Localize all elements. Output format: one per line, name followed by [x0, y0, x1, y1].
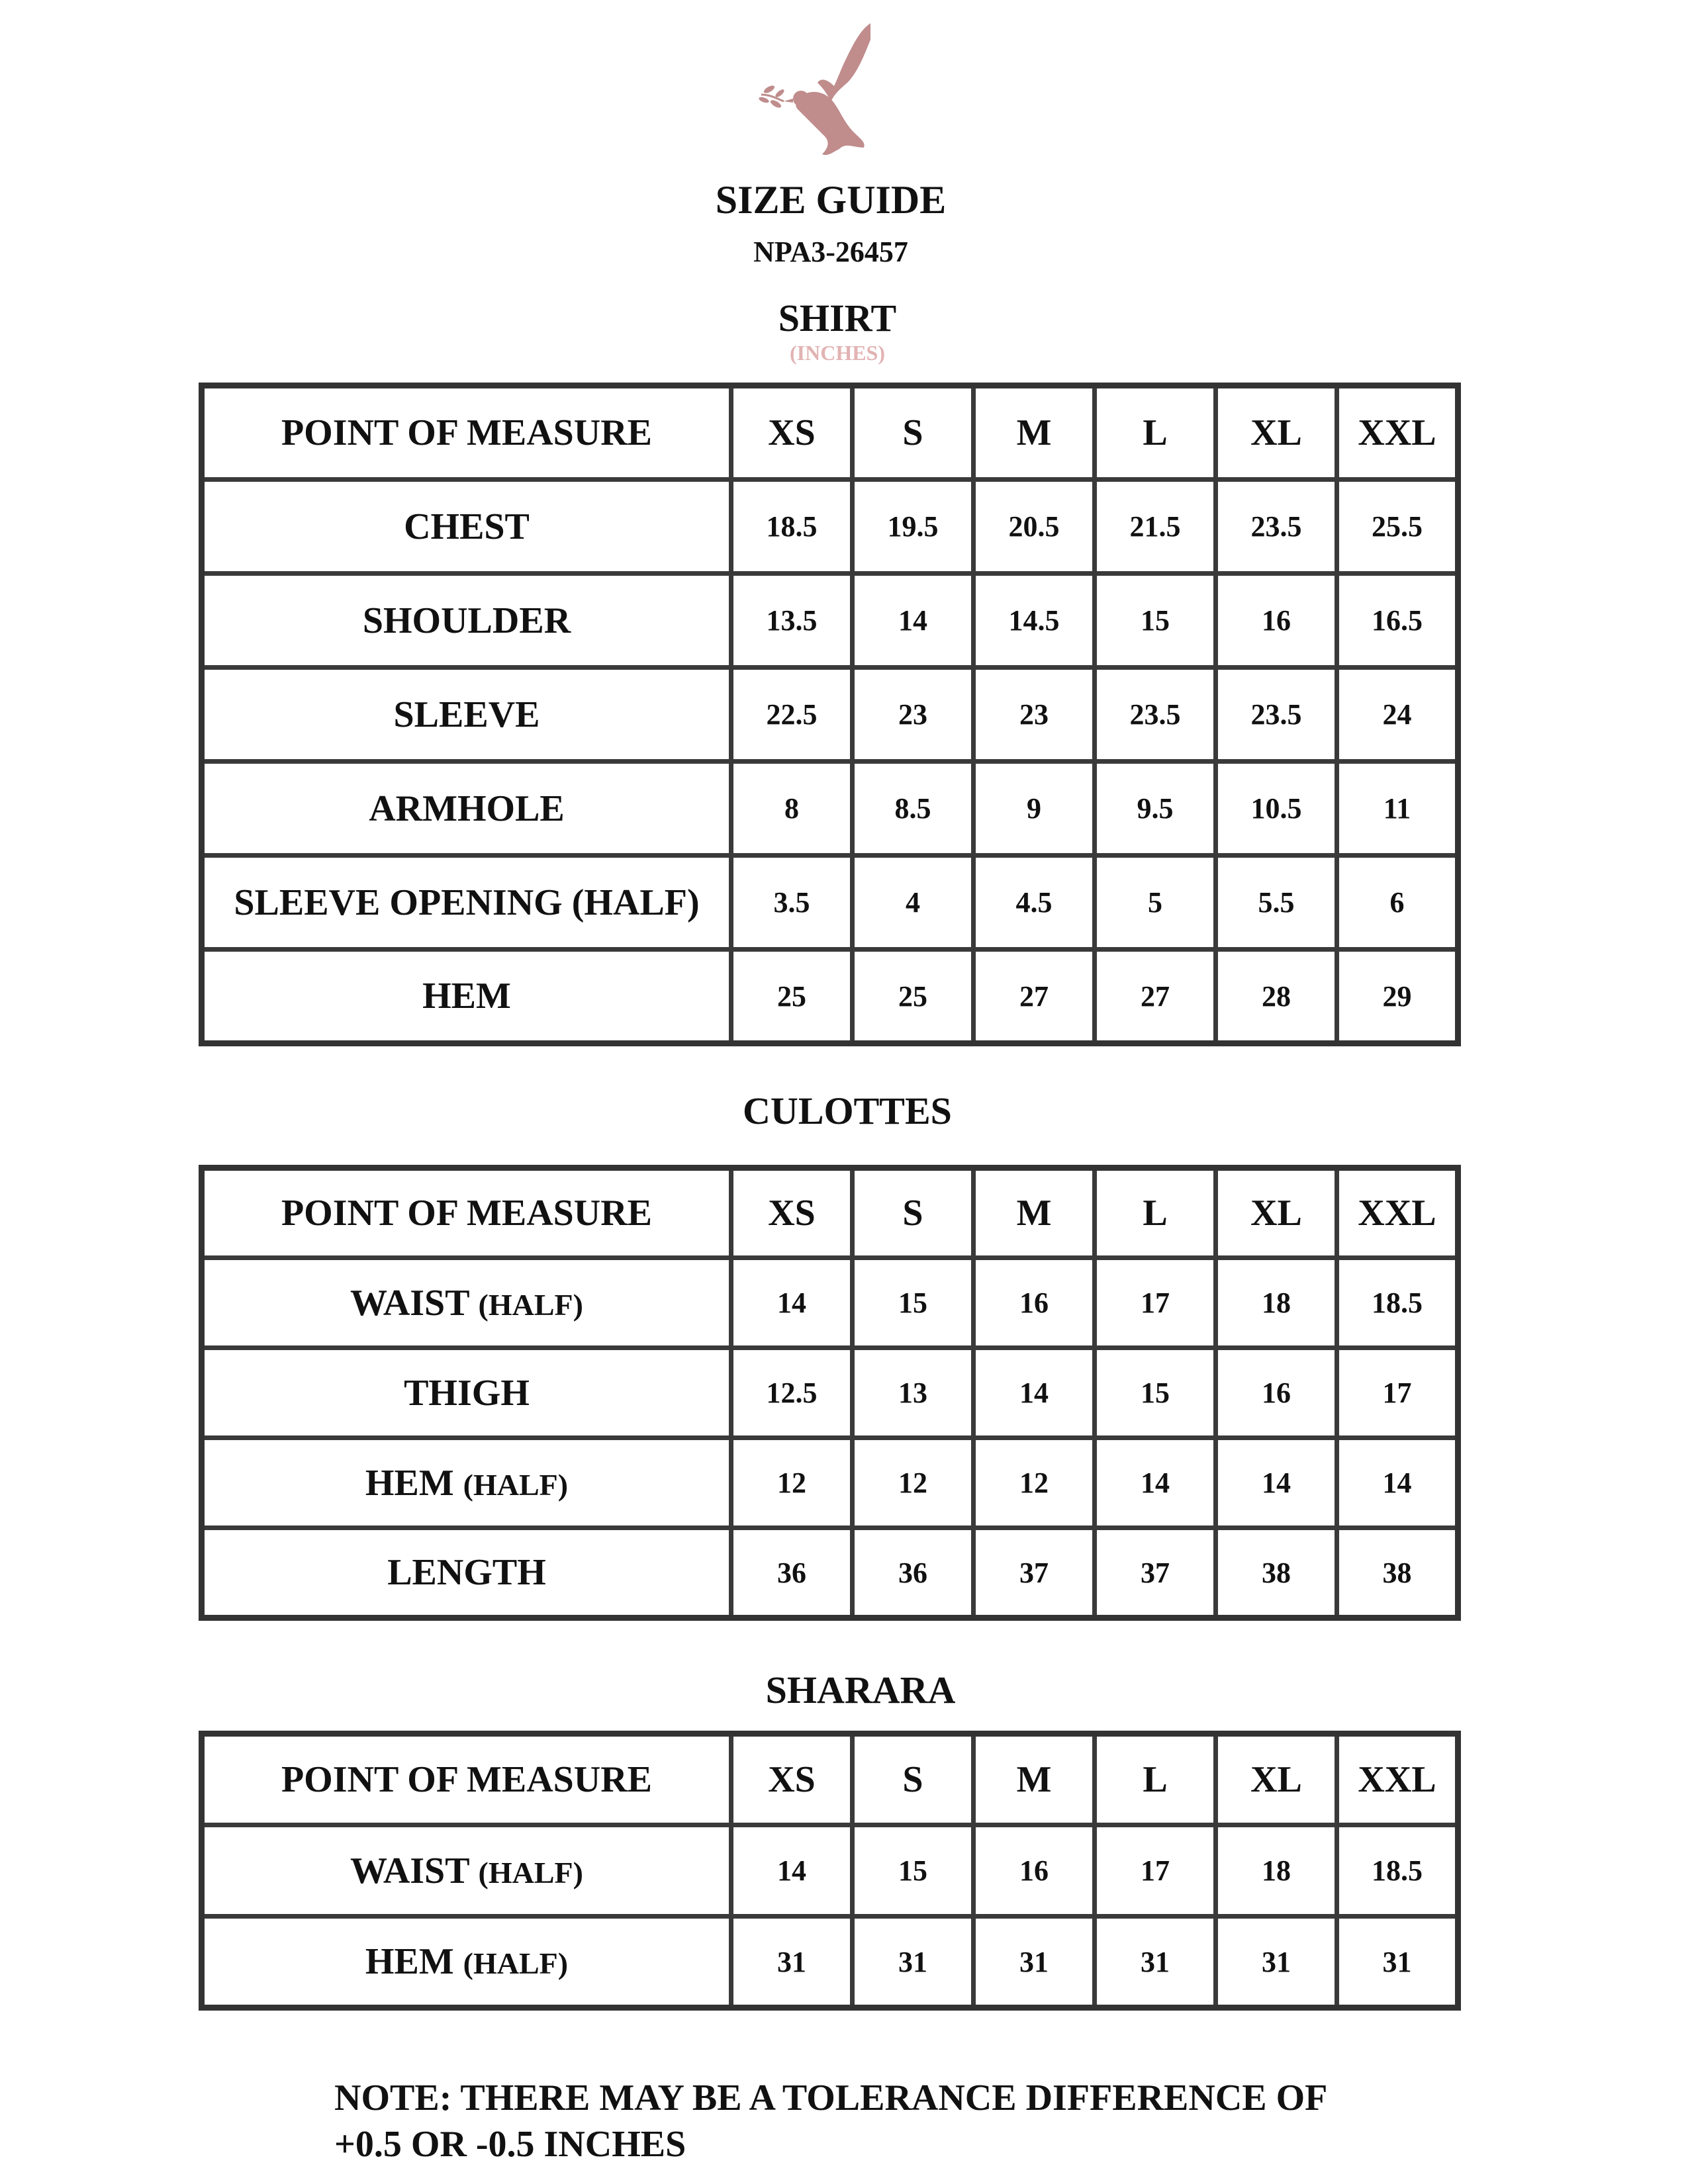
sharara-section-title: SHARARA: [765, 1668, 956, 1711]
measure-label: [202, 668, 731, 762]
measure-value: 5: [1095, 856, 1216, 950]
measure-value: 23.5: [1216, 668, 1337, 762]
table-row: [202, 762, 1458, 856]
measure-value: 13: [853, 1348, 974, 1438]
measure-name: LENGTH: [387, 1552, 546, 1593]
measure-value: 31: [731, 1917, 853, 2008]
table-header-row: [202, 386, 1458, 480]
sharara-table-body: [202, 1734, 1458, 2008]
measure-value: 31: [1095, 1917, 1216, 2008]
table-header-row: [202, 1734, 1458, 1825]
column-header-size: S: [853, 386, 974, 480]
measure-value: 14.5: [974, 574, 1095, 668]
measure-name: SHOULDER: [362, 600, 571, 641]
measure-value: 18.5: [731, 480, 853, 574]
measure-label: [202, 1258, 731, 1348]
measure-value: 31: [853, 1917, 974, 2008]
measure-value: 8: [731, 762, 853, 856]
table-header-row: [202, 1168, 1458, 1258]
table-row: [202, 1438, 1458, 1528]
table-row: [202, 856, 1458, 950]
measure-value: 37: [1095, 1528, 1216, 1618]
measure-value: 14: [1095, 1438, 1216, 1528]
measure-qualifier: (HALF): [478, 1855, 583, 1889]
measure-value: 23.5: [1095, 668, 1216, 762]
product-code: NPA3-26457: [753, 236, 908, 268]
measure-value: 16: [1216, 574, 1337, 668]
measure-value: 17: [1095, 1825, 1216, 1917]
measure-value: 12: [853, 1438, 974, 1528]
measure-value: 37: [974, 1528, 1095, 1618]
column-header-size: XL: [1216, 1168, 1337, 1258]
dove-icon: [755, 17, 887, 162]
sharara-size-table: [199, 1731, 1461, 2011]
measure-value: 27: [1095, 950, 1216, 1044]
measure-value: 18: [1216, 1825, 1337, 1917]
column-header-size: M: [974, 386, 1095, 480]
measure-value: 24: [1337, 668, 1458, 762]
measure-value: 14: [853, 574, 974, 668]
measure-value: 19.5: [853, 480, 974, 574]
measure-value: 25.5: [1337, 480, 1458, 574]
measure-label: [202, 1348, 731, 1438]
table-row: [202, 1825, 1458, 1917]
measure-value: 23: [853, 668, 974, 762]
measure-value: 28: [1216, 950, 1337, 1044]
column-header-size: XXL: [1337, 1734, 1458, 1825]
measure-value: 12.5: [731, 1348, 853, 1438]
column-header-size: S: [853, 1168, 974, 1258]
measure-value: 17: [1095, 1258, 1216, 1348]
measure-value: 15: [1095, 574, 1216, 668]
units-label: (INCHES): [789, 341, 885, 365]
measure-name: WAIST: [350, 1282, 469, 1324]
measure-value: 10.5: [1216, 762, 1337, 856]
page-title: SIZE GUIDE: [715, 178, 947, 222]
measure-value: 18: [1216, 1258, 1337, 1348]
measure-value: 36: [853, 1528, 974, 1618]
measure-value: 13.5: [731, 574, 853, 668]
table-row: [202, 1258, 1458, 1348]
measure-label: [202, 1528, 731, 1618]
measure-value: 14: [731, 1258, 853, 1348]
tolerance-note: [334, 2075, 1592, 2167]
measure-value: 14: [1216, 1438, 1337, 1528]
measure-label: [202, 856, 731, 950]
shirt-size-table: [199, 383, 1461, 1046]
measure-value: 6: [1337, 856, 1458, 950]
measure-value: 23.5: [1216, 480, 1337, 574]
measure-value: 16: [974, 1825, 1095, 1917]
column-header-size: L: [1095, 1168, 1216, 1258]
culottes-section-title: CULOTTES: [743, 1089, 952, 1132]
measure-label: [202, 574, 731, 668]
measure-value: 15: [853, 1825, 974, 1917]
measure-value: 11: [1337, 762, 1458, 856]
measure-value: 5.5: [1216, 856, 1337, 950]
measure-value: 14: [974, 1348, 1095, 1438]
culottes-table-body: [202, 1168, 1458, 1618]
measure-value: 16.5: [1337, 574, 1458, 668]
measure-name: HEM: [365, 1941, 454, 1982]
table-row: [202, 1917, 1458, 2008]
column-header-size: L: [1095, 1734, 1216, 1825]
measure-label: [202, 950, 731, 1044]
table-row: [202, 1348, 1458, 1438]
measure-value: 18.5: [1337, 1825, 1458, 1917]
measure-value: 17: [1337, 1348, 1458, 1438]
column-header-size: XL: [1216, 386, 1337, 480]
measure-value: 9.5: [1095, 762, 1216, 856]
measure-value: 31: [1216, 1917, 1337, 2008]
column-header-size: XS: [731, 1734, 853, 1825]
measure-value: 3.5: [731, 856, 853, 950]
measure-label: [202, 480, 731, 574]
measure-value: 14: [731, 1825, 853, 1917]
measure-qualifier: (HALF): [463, 1946, 569, 1980]
measure-label: [202, 1438, 731, 1528]
table-row: [202, 1528, 1458, 1618]
measure-name: CHEST: [404, 506, 530, 547]
column-header-point-of-measure: POINT OF MEASURE: [202, 1734, 731, 1825]
column-header-point-of-measure: POINT OF MEASURE: [202, 1168, 731, 1258]
column-header-size: M: [974, 1168, 1095, 1258]
measure-value: 21.5: [1095, 480, 1216, 574]
measure-value: 15: [853, 1258, 974, 1348]
table-row: [202, 480, 1458, 574]
shirt-section-title: SHIRT: [778, 296, 897, 340]
column-header-size: S: [853, 1734, 974, 1825]
shirt-table-body: [202, 386, 1458, 1044]
measure-name: HEM: [422, 976, 511, 1017]
measure-value: 15: [1095, 1348, 1216, 1438]
measure-label: [202, 762, 731, 856]
measure-qualifier: (HALF): [478, 1287, 583, 1322]
measure-value: 31: [974, 1917, 1095, 2008]
column-header-size: M: [974, 1734, 1095, 1825]
column-header-size: L: [1095, 386, 1216, 480]
measure-value: 25: [731, 950, 853, 1044]
measure-value: 18.5: [1337, 1258, 1458, 1348]
measure-value: 38: [1216, 1528, 1337, 1618]
table-row: [202, 668, 1458, 762]
measure-name: THIGH: [404, 1372, 530, 1414]
measure-label: [202, 1917, 731, 2008]
measure-value: 4: [853, 856, 974, 950]
measure-value: 38: [1337, 1528, 1458, 1618]
measure-value: 16: [1216, 1348, 1337, 1438]
measure-value: 12: [974, 1438, 1095, 1528]
column-header-size: XS: [731, 1168, 853, 1258]
column-header-point-of-measure: POINT OF MEASURE: [202, 386, 731, 480]
note-line-1: NOTE: THERE MAY BE A TOLERANCE DIFFERENCE OF: [334, 2077, 1328, 2118]
note-line-2: +0.5 OR -0.5 INCHES: [334, 2124, 686, 2165]
column-header-size: XS: [731, 386, 853, 480]
measure-name: SLEEVE OPENING (HALF): [234, 882, 700, 923]
measure-value: 22.5: [731, 668, 853, 762]
measure-name: ARMHOLE: [369, 788, 565, 829]
measure-value: 36: [731, 1528, 853, 1618]
culottes-size-table: [199, 1165, 1461, 1621]
measure-label: [202, 1825, 731, 1917]
measure-value: 4.5: [974, 856, 1095, 950]
measure-value: 8.5: [853, 762, 974, 856]
measure-value: 23: [974, 668, 1095, 762]
measure-name: HEM: [365, 1462, 454, 1504]
column-header-size: XXL: [1337, 386, 1458, 480]
measure-value: 12: [731, 1438, 853, 1528]
table-row: [202, 574, 1458, 668]
table-row: [202, 950, 1458, 1044]
measure-value: 29: [1337, 950, 1458, 1044]
measure-value: 20.5: [974, 480, 1095, 574]
measure-name: WAIST: [350, 1850, 469, 1891]
measure-qualifier: (HALF): [463, 1467, 569, 1502]
measure-value: 9: [974, 762, 1095, 856]
measure-value: 16: [974, 1258, 1095, 1348]
column-header-size: XXL: [1337, 1168, 1458, 1258]
measure-value: 25: [853, 950, 974, 1044]
measure-value: 14: [1337, 1438, 1458, 1528]
column-header-size: XL: [1216, 1734, 1337, 1825]
measure-value: 31: [1337, 1917, 1458, 2008]
measure-name: SLEEVE: [393, 694, 540, 735]
measure-value: 27: [974, 950, 1095, 1044]
